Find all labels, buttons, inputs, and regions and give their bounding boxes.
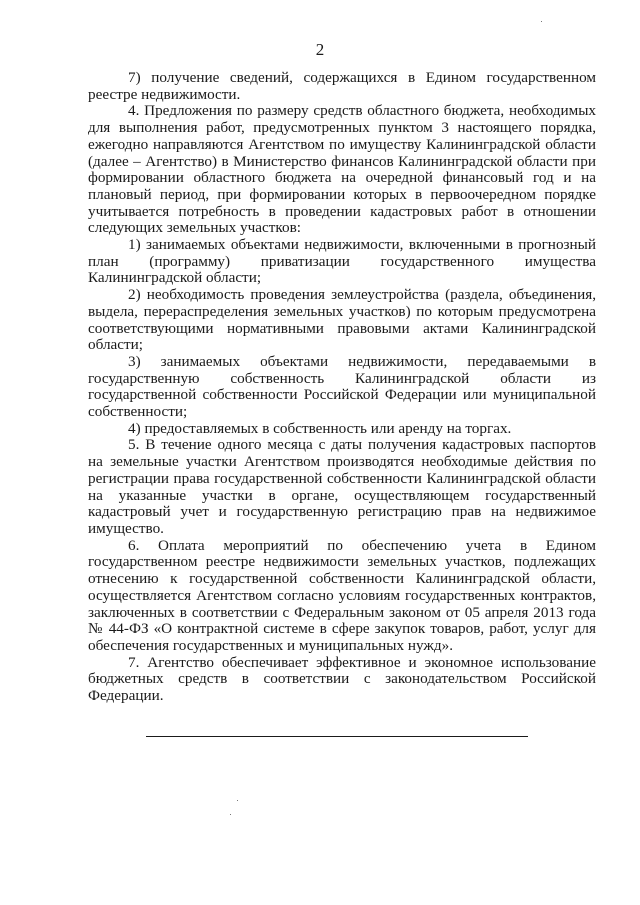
- scan-speck: [237, 800, 238, 801]
- scan-speck: [541, 21, 542, 22]
- paragraph-7-efficiency: 7. Агентство обеспечивает эффективное и экономное использование бюджетных средств в соответствии с законодательством Российской Федерации.: [88, 653, 596, 705]
- document-body: [88, 70, 596, 705]
- paragraph-sub-1: 1) занимаемых объектами недвижимости, включенными в прогнозный план (программу) приватизации государственного имущества Калининградской области;: [88, 236, 596, 287]
- paragraph-item-7-egrn: 7) получение сведений, содержащихся в Едином государственном реестре недвижимости.: [88, 69, 596, 103]
- paragraph-sub-3: 3) занимаемых объектами недвижимости, передаваемыми в государственную собственность Калининградской области из государственной собственности Российской Федерации или муниципальной собственности;: [88, 352, 596, 421]
- paragraph-6-payment: 6. Оплата мероприятий по обеспечению учета в Едином государственном реестре недвижимости земельных участков, подлежащих отнесению к государственной собственности Калининградской области, осуществляется Агентством согласно условиям государственных контрактов, заключенных в соответствии с Федеральным законом от 05 апреля 2013 года № 44-ФЗ «О контрактной системе в сфере закупок товаров, работ, услуг для обеспечения государственных и муниципальных нужд».: [88, 536, 596, 654]
- paragraph-4-budget-proposals: 4. Предложения по размеру средств областного бюджета, необходимых для выполнения работ, предусмотренных пунктом 3 настоящего порядка, ежегодно направляются Агентством по имуществу Калининградской области (далее – Агентство) в Министерство финансов Калининградской области при формировании областного бюджета на очередной финансовый год и на плановый период, при формировании которых в первоочередном порядке учитывается потребность в проведении кадастровых работ в отношении следующих земельных участков:: [88, 102, 596, 237]
- paragraph-sub-2: 2) необходимость проведения землеустройства (раздела, объединения, выдела, перераспределения земельных участков) по которым предусмотрена соответствующими нормативными правовыми актами Калининградской области;: [88, 286, 596, 354]
- paragraph-sub-4: 4) предоставляемых в собственность или аренду на торгах.: [128, 419, 512, 437]
- paragraph-5-registration: 5. В течение одного месяца с даты получения кадастровых паспортов на земельные участки Агентством производятся необходимые действия по регистрации права государственной собственности Калининградской области на указанные участки в органе, осуществляющем государственный кадастровый учет и государственную регистрацию прав на недвижимое имущество.: [88, 436, 596, 537]
- scan-speck: [230, 814, 231, 815]
- closing-rule: [146, 736, 528, 737]
- page-number: 2: [315, 40, 325, 59]
